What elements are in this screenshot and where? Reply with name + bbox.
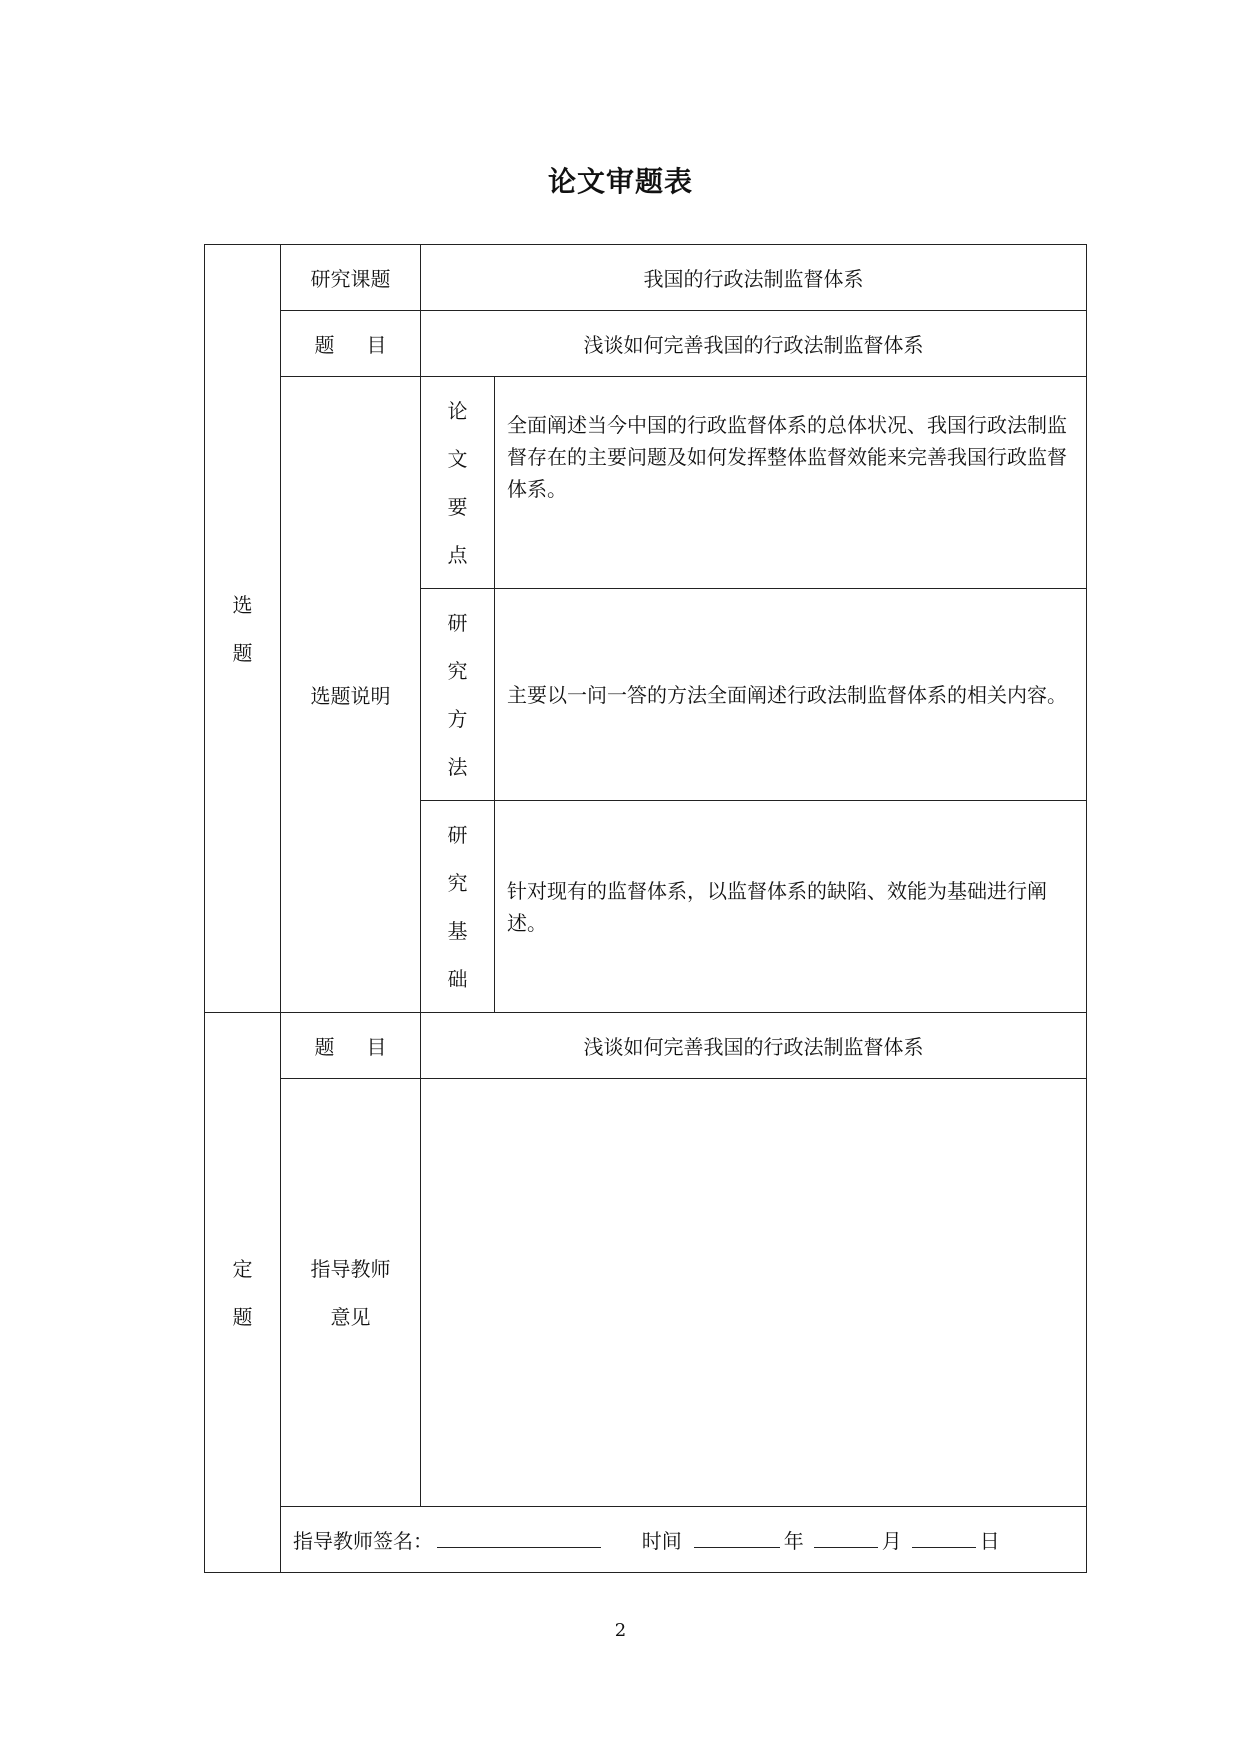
row-advisor-opinion bbox=[205, 1079, 1087, 1507]
topic-value: 浅谈如何完善我国的行政法制监督体系 bbox=[421, 311, 1087, 377]
month-line[interactable] bbox=[814, 1525, 878, 1548]
page-title: 论文审题表 bbox=[547, 165, 693, 198]
advisor-opinion-label: 指导教师 意见 bbox=[281, 1079, 421, 1507]
points-label: 论 文 要 点 bbox=[421, 377, 495, 589]
review-form-table bbox=[204, 244, 1087, 1573]
method-value: 主要以一问一答的方法全面阐述行政法制监督体系的相关内容。 bbox=[495, 589, 1087, 801]
signature-row bbox=[281, 1507, 1087, 1573]
row-final-topic bbox=[205, 1013, 1087, 1079]
signature-line[interactable] bbox=[437, 1525, 601, 1548]
topic-label: 题 目 bbox=[281, 311, 421, 377]
method-label: 研 究 方 法 bbox=[421, 589, 495, 801]
research-topic-value: 我国的行政法制监督体系 bbox=[421, 245, 1087, 311]
points-value: 全面阐述当今中国的行政监督体系的总体状况、我国行政法制监督存在的主要问题及如何发挥整体监督效能来完善我国行政监督体系。 bbox=[495, 377, 1087, 589]
year-line[interactable] bbox=[694, 1525, 780, 1548]
row-thesis-points bbox=[205, 377, 1087, 589]
section-label-dingti: 定 题 bbox=[205, 1013, 281, 1573]
section-label-xuanti: 选 题 bbox=[205, 245, 281, 1013]
basis-label: 研 究 基 础 bbox=[421, 801, 495, 1013]
final-topic-value: 浅谈如何完善我国的行政法制监督体系 bbox=[421, 1013, 1087, 1079]
final-topic-label: 题 目 bbox=[281, 1013, 421, 1079]
year-label: 年 bbox=[783, 1529, 804, 1553]
time-label: 时间 bbox=[641, 1529, 682, 1553]
day-label: 日 bbox=[979, 1529, 1000, 1553]
signature-label: 指导教师签名： bbox=[293, 1529, 433, 1553]
day-line[interactable] bbox=[912, 1525, 976, 1548]
advisor-opinion-value[interactable] bbox=[421, 1079, 1087, 1507]
research-topic-label: 研究课题 bbox=[281, 245, 421, 311]
page-number: 2 bbox=[614, 1620, 627, 1641]
basis-value: 针对现有的监督体系，以监督体系的缺陷、效能为基础进行阐述。 bbox=[495, 801, 1087, 1013]
month-label: 月 bbox=[881, 1529, 902, 1553]
row-topic bbox=[205, 311, 1087, 377]
row-signature bbox=[205, 1507, 1087, 1573]
row-research-topic bbox=[205, 245, 1087, 311]
explanation-label: 选题说明 bbox=[281, 377, 421, 1013]
